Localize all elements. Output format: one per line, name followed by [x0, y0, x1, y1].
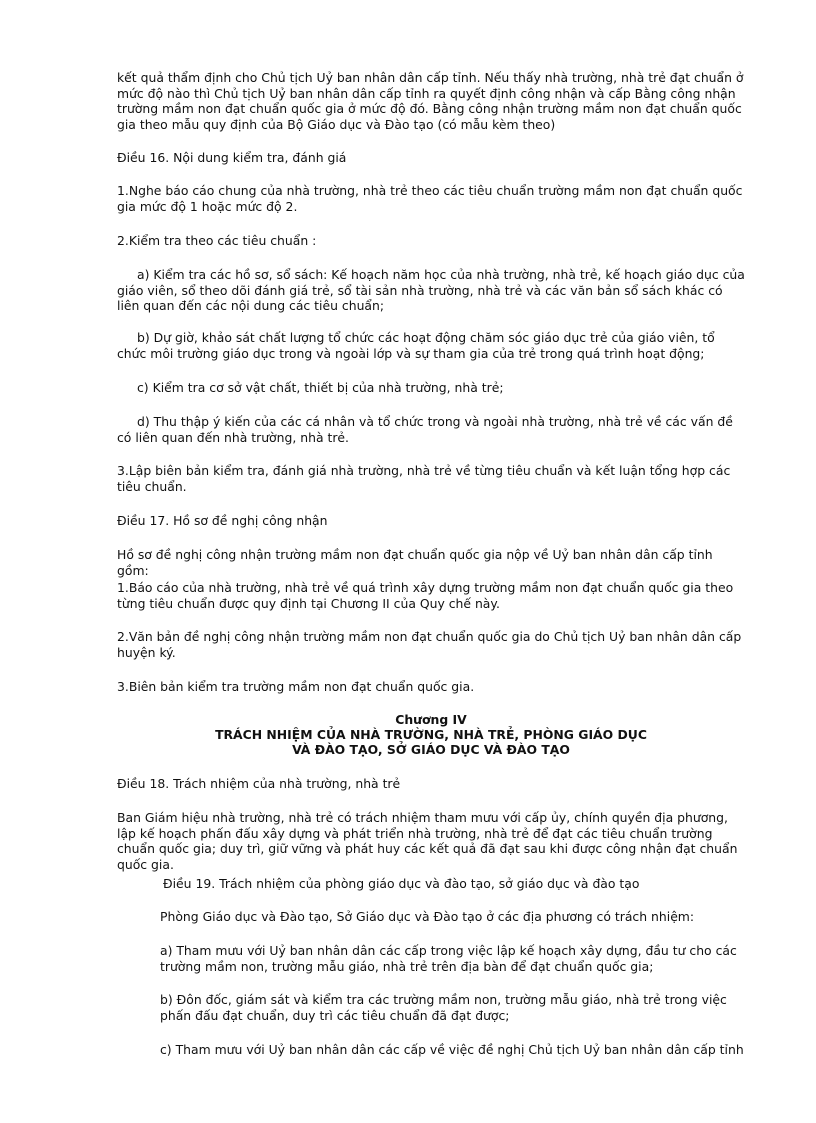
paragraph: 1.Báo cáo của nhà trường, nhà trẻ về quá trình xây dựng trường mầm non đạt chuẩn quốc gia theo từng tiêu chuẩn được quy định tại Chương II của Quy chế này. — [117, 580, 734, 611]
list-item: b) Đôn đốc, giám sát và kiểm tra các trường mầm non, trường mẫu giáo, nhà trẻ trong việc phấn đấu đạt chuẩn, duy trì các tiêu chuẩn đã đạt được; — [160, 992, 727, 1023]
paragraph: Ban Giám hiệu nhà trường, nhà trẻ có trách nhiệm tham mưu với cấp ủy, chính quyền địa phương, lập kế hoạch phấn đấu xây dựng và phát triển nhà trường, nhà trẻ để đạt các tiêu chuẩn trường chuẩn quốc gia; duy trì, giữ vững và phát huy các kết quả đã đạt sau khi được công nhận đạt chuẩn quốc gia. — [117, 810, 738, 872]
chapter-title-line1: TRÁCH NHIỆM CỦA NHÀ TRƯỜNG, NHÀ TRẺ, PHÒNG GIÁO DỤC — [215, 727, 647, 742]
chapter-title-line2: VÀ ĐÀO TẠO, SỞ GIÁO DỤC VÀ ĐÀO TẠO — [292, 742, 570, 757]
list-item: a) Tham mưu với Uỷ ban nhân dân các cấp trong việc lập kế hoạch xây dựng, đầu tư cho các trường mầm non, trường mẫu giáo, nhà trẻ trên địa bàn để đạt chuẩn quốc gia; — [160, 943, 737, 974]
paragraph: 2.Văn bản đề nghị công nhận trường mầm non đạt chuẩn quốc gia do Chủ tịch Uỷ ban nhân dân cấp huyện ký. — [117, 629, 742, 660]
paragraph-intro: kết quả thẩm định cho Chủ tịch Uỷ ban nhân dân cấp tỉnh. Nếu thấy nhà trường, nhà trẻ đạt chuẩn ở mức độ nào thì Chủ tịch Uỷ ban nhân dân cấp tỉnh ra quyết định công nhận và cấp Bằng công nhận trường mầm non đạt chuẩn quốc gia ở mức độ đó. Bằng công nhận trường mầm non đạt chuẩn quốc gia theo mẫu quy định của Bộ Giáo dục và Đào tạo (có mẫu kèm theo) — [117, 70, 744, 132]
paragraph: 1.Nghe báo cáo chung của nhà trường, nhà trẻ theo các tiêu chuẩn trường mầm non đạt chuẩn quốc gia mức độ 1 hoặc mức độ 2. — [117, 183, 743, 214]
paragraph: 3.Lập biên bản kiểm tra, đánh giá nhà trường, nhà trẻ về từng tiêu chuẩn và kết luận tổng hợp các tiêu chuẩn. — [117, 463, 731, 494]
chapter-number: Chương IV — [395, 712, 467, 727]
list-item: c) Kiểm tra cơ sở vật chất, thiết bị của nhà trường, nhà trẻ; — [137, 380, 504, 395]
paragraph: Hồ sơ đề nghị công nhận trường mầm non đạt chuẩn quốc gia nộp về Uỷ ban nhân dân cấp tỉnh gồm: — [117, 547, 713, 578]
paragraph: 3.Biên bản kiểm tra trường mầm non đạt chuẩn quốc gia. — [117, 679, 475, 694]
list-item: d) Thu thập ý kiến của các cá nhân và tổ chức trong và ngoài nhà trường, nhà trẻ về các vấn đề có liên quan đến nhà trường, nhà trẻ. — [117, 414, 733, 445]
article-18-heading: Điều 18. Trách nhiệm của nhà trường, nhà trẻ — [117, 776, 401, 791]
list-item: a) Kiểm tra các hồ sơ, sổ sách: Kế hoạch năm học của nhà trường, nhà trẻ, kế hoạch giáo dục của giáo viên, sổ theo dõi đánh giá trẻ, sổ tài sản nhà trường, nhà trẻ và các văn bản sổ sách khác có liên quan đến các nội dung các tiêu chuẩn; — [117, 267, 745, 313]
paragraph: Phòng Giáo dục và Đào tạo, Sở Giáo dục và Đào tạo ở các địa phương có trách nhiệm: — [160, 909, 695, 924]
article-19-heading: Điều 19. Trách nhiệm của phòng giáo dục và đào tạo, sở giáo dục và đào tạo — [163, 876, 640, 891]
list-item: c) Tham mưu với Uỷ ban nhân dân các cấp về việc đề nghị Chủ tịch Uỷ ban nhân dân cấp tỉnh — [160, 1042, 744, 1057]
article-16-heading: Điều 16. Nội dung kiểm tra, đánh giá — [117, 150, 347, 165]
paragraph: 2.Kiểm tra theo các tiêu chuẩn : — [117, 233, 317, 248]
article-17-heading: Điều 17. Hồ sơ đề nghị công nhận — [117, 513, 328, 528]
list-item: b) Dự giờ, khảo sát chất lượng tổ chức các hoạt động chăm sóc giáo dục trẻ của giáo viên, tổ chức môi trường giáo dục trong và ngoài lớp và sự tham gia của trẻ trong quá trình hoạt động; — [117, 330, 715, 361]
